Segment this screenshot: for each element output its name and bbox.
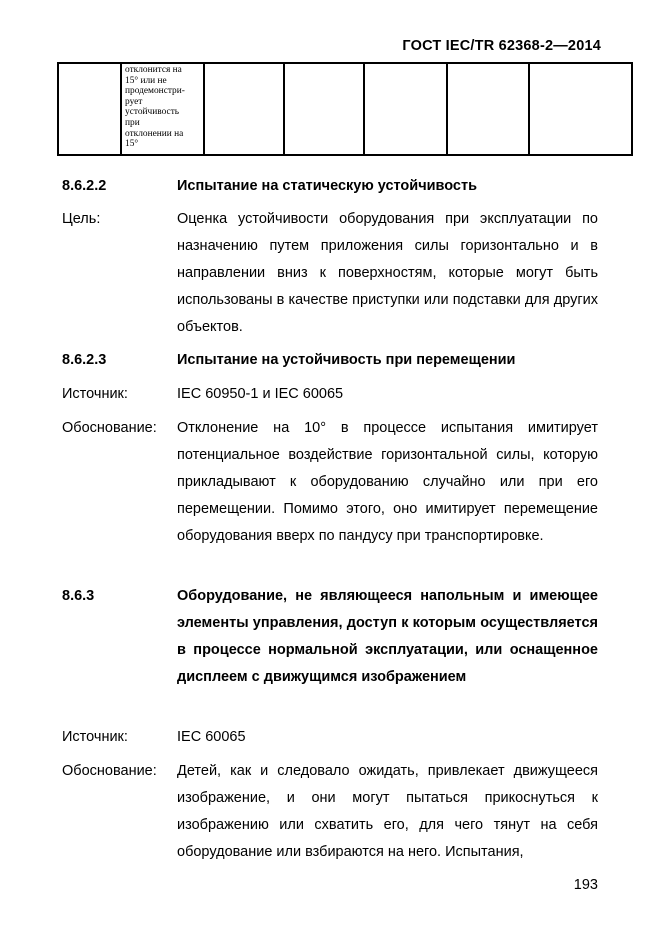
paragraph-label: Обоснование: [62, 763, 157, 779]
table-cell [204, 63, 284, 155]
paragraph-label: Цель: [62, 211, 101, 227]
table-cell-text: отклонится на 15° или не продемонстри- рует устойчивость при отклонении на 15° [125, 65, 185, 150]
table-cell [58, 63, 121, 155]
paragraph-text: Детей, как и следовало ожидать, привлекает движущееся изображение, и они могут пытаться прикоснуться к изображению или схватить его, для чего тянут на себя оборудование или взбираются на него. Испытания, [177, 763, 598, 860]
continued-table [57, 62, 633, 156]
table-cell [447, 63, 529, 155]
paragraph-text: Оценка устойчивости оборудования при эксплуатации по назначению путем приложения силы горизонтально и в направлении вниз к поверхностям, которые могут быть использованы в качестве приступки или подставки для других объектов. [177, 211, 598, 335]
paragraph-text: Отклонение на 10° в процессе испытания имитирует потенциальное воздействие горизонтальной силы, которую прикладывают к оборудованию случайно или при его перемещении. Помимо этого, оно имитирует перемещение оборудования вверх по пандусу при транспортировке. [177, 420, 598, 544]
table-cell [121, 63, 204, 155]
page-number: 193 [573, 877, 598, 893]
paragraph-label: Источник: [62, 386, 128, 402]
section-heading: Оборудование, не являющееся напольным и имеющее элементы управления, доступ к которым осуществляется в процессе нормальной эксплуатации, или оснащенное дисплеем с движущимся изображением [177, 588, 598, 685]
table-cell [284, 63, 364, 155]
table-row [58, 63, 632, 155]
table-cell [529, 63, 632, 155]
paragraph-label: Источник: [62, 729, 128, 745]
paragraph-text: IEC 60950-1 и IEC 60065 [177, 386, 344, 402]
document-header: ГОСТ IEC/TR 62368-2—2014 [402, 38, 601, 54]
section-number: 8.6.2.3 [62, 352, 107, 368]
table-cell [364, 63, 447, 155]
section-number: 8.6.2.2 [62, 178, 107, 194]
paragraph-label: Обоснование: [62, 420, 157, 436]
section-heading: Испытание на статическую устойчивость [177, 178, 477, 194]
section-heading: Испытание на устойчивость при перемещении [177, 352, 516, 368]
paragraph-text: IEC 60065 [177, 729, 246, 745]
section-number: 8.6.3 [62, 588, 95, 604]
